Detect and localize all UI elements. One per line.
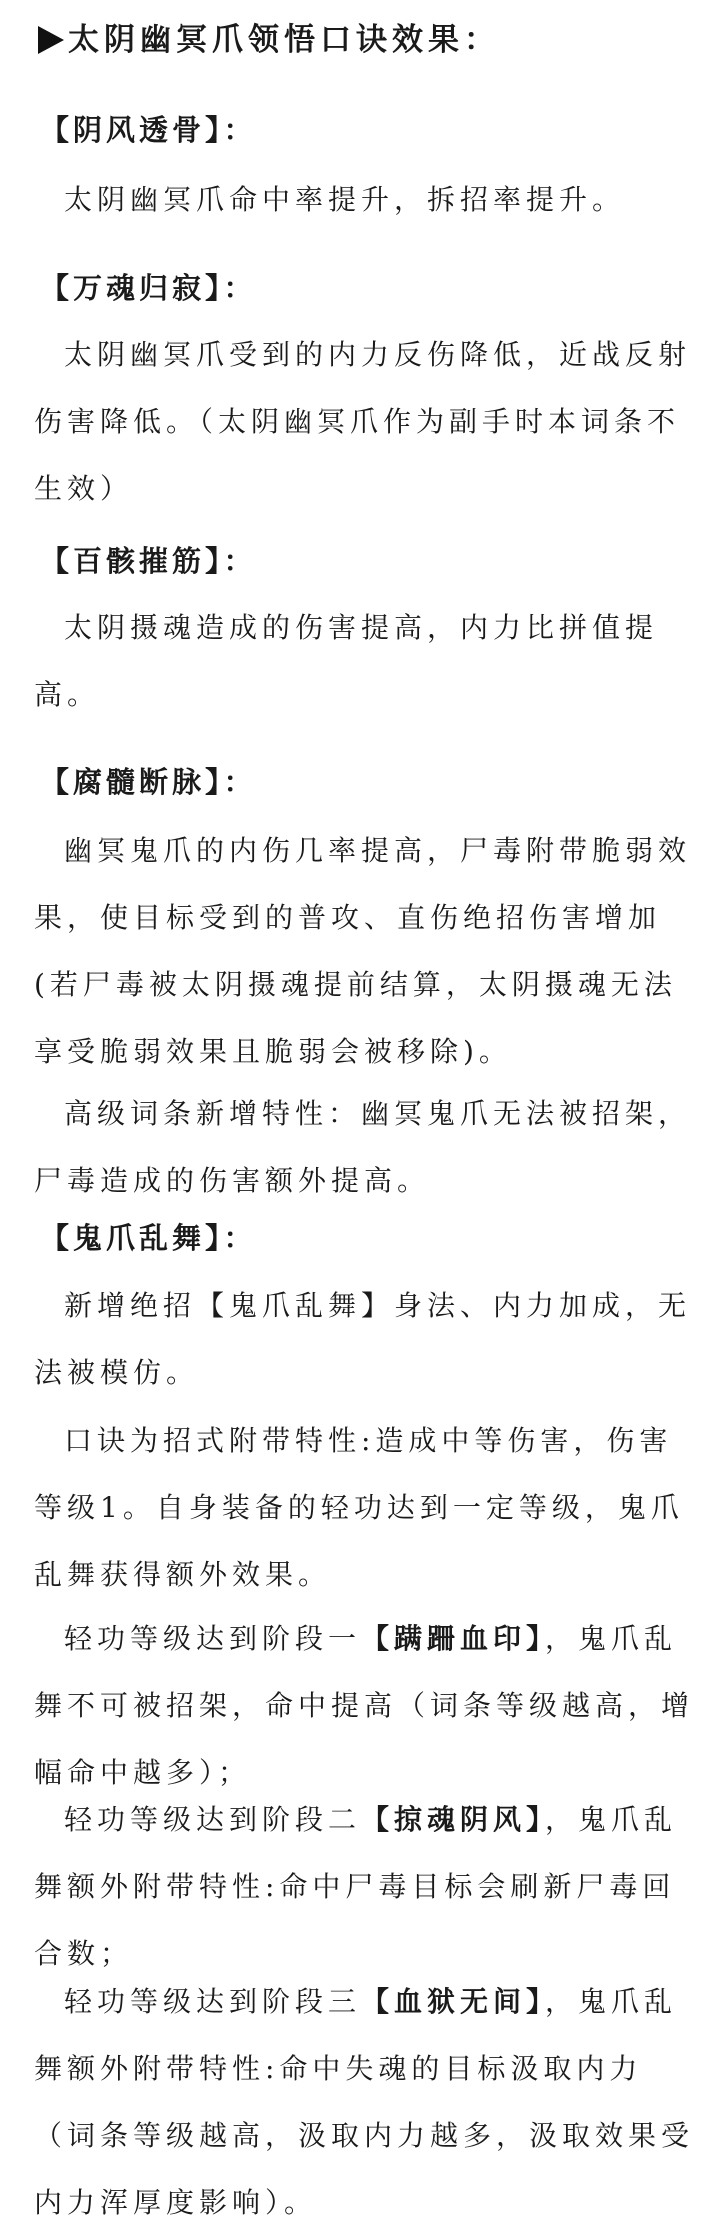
stage-suffix: ，鬼爪乱舞不可被招架，命中提高（词条等级越高，增幅命中越多）； — [34, 1622, 695, 1789]
section-heading-yinfeng: 【阴风透骨】： — [40, 113, 257, 147]
stage-paragraph-one — [34, 1605, 694, 1806]
triangle-arrow-icon — [38, 26, 64, 54]
section-paragraph: 幽冥鬼爪的内伤几率提高，尸毒附带脆弱效果，使目标受到的普攻、直伤绝招伤害增加(若尸毒被太阴摄魂提前结算，太阴摄魂无法享受脆弱效果且脆弱会被移除)。 — [34, 834, 692, 1068]
section-heading-guizhao: 【鬼爪乱舞】： — [40, 1221, 257, 1255]
stage-prefix: 轻功等级达到阶段三 — [64, 1985, 362, 2018]
section-heading-wanhun: 【万魂归寂】： — [40, 271, 257, 305]
stage-suffix: ，鬼爪乱舞额外附带特性:命中失魂的目标汲取内力（词条等级越高，汲取内力越多，汲取效果受内力浑厚度影响）。 — [34, 1985, 695, 2219]
stage-prefix: 轻功等级达到阶段二 — [64, 1803, 362, 1836]
section-paragraph: 太阴幽冥爪命中率提升，拆招率提升。 — [64, 183, 626, 216]
stage-prefix: 轻功等级达到阶段一 — [64, 1622, 362, 1655]
section-heading-fusui: 【腐髓断脉】： — [40, 765, 257, 799]
section-paragraph: 口诀为招式附带特性:造成中等伤害，伤害等级1。自身装备的轻功达到一定等级，鬼爪乱舞获得额外效果。 — [34, 1424, 684, 1591]
section-paragraph: 太阴幽冥爪受到的内力反伤降低，近战反射伤害降低。（太阴幽冥爪作为副手时本词条不生效） — [34, 338, 692, 505]
stage-name: 【掠魂阴风】 — [361, 1803, 546, 1836]
stage-name: 【血狱无间】 — [361, 1985, 546, 2018]
title-text: 太阴幽冥爪领悟口诀效果： — [68, 22, 500, 58]
document-title — [38, 16, 500, 64]
section-paragraph: 高级词条新增特性：幽冥鬼爪无法被招架，尸毒造成的伤害额外提高。 — [34, 1097, 692, 1197]
section-paragraph: 新增绝招【鬼爪乱舞】身法、内力加成，无法被模仿。 — [34, 1289, 692, 1389]
stage-paragraph-three — [34, 1968, 694, 2236]
stage-name: 【蹒跚血印】 — [361, 1622, 546, 1655]
stage-suffix: ，鬼爪乱舞额外附带特性:命中尸毒目标会刷新尸毒回合数； — [34, 1803, 678, 1970]
section-heading-baihai: 【百骸摧筋】： — [40, 544, 257, 578]
stage-paragraph-two — [34, 1786, 694, 1987]
section-paragraph: 太阴摄魂造成的伤害提高，内力比拼值提高。 — [34, 611, 659, 711]
